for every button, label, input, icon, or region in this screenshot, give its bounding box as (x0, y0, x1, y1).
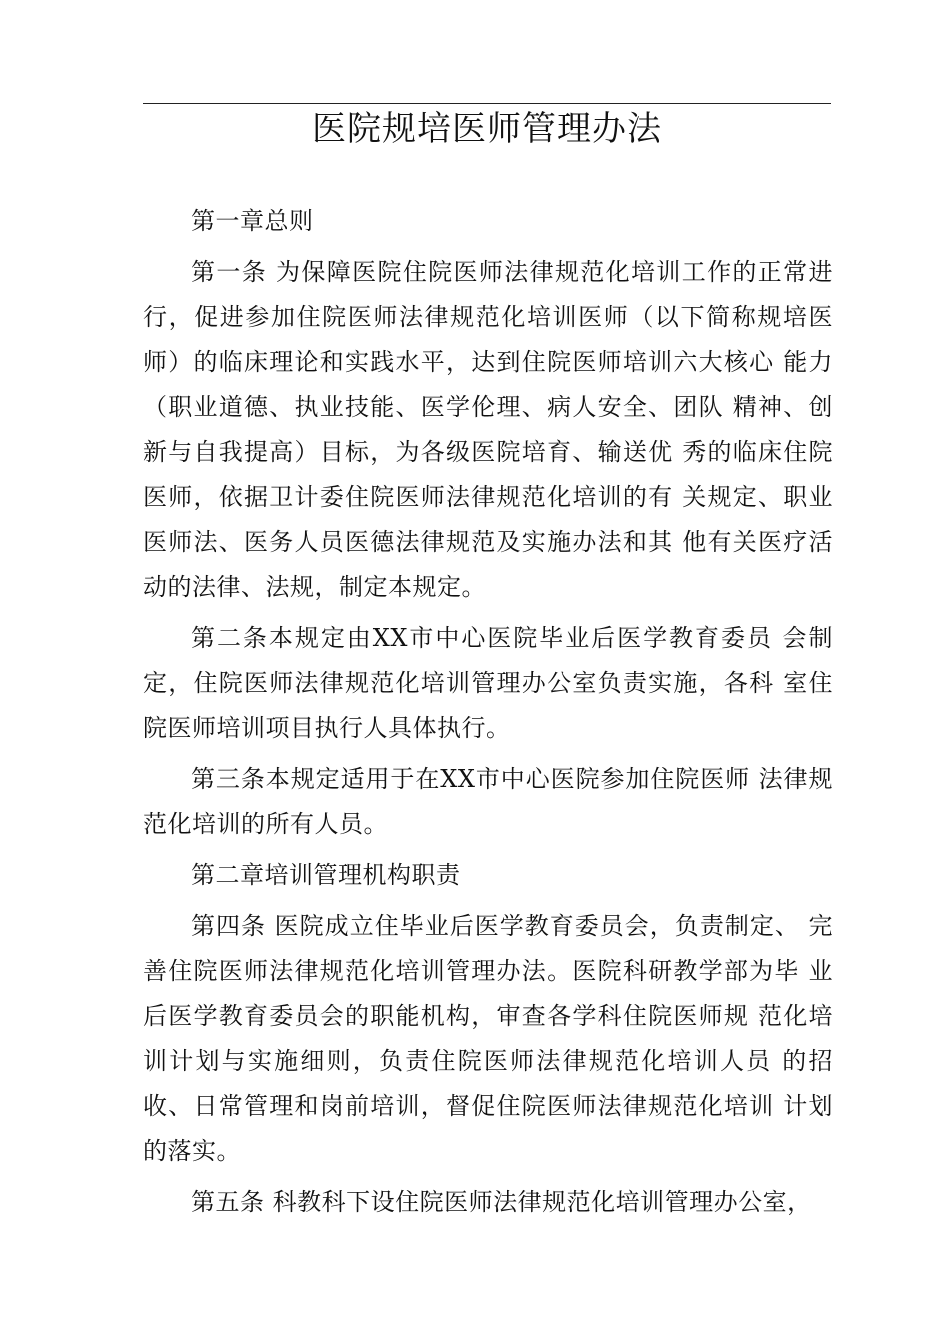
document-body (143, 199, 833, 1231)
article-paragraph: 第三条本规定适用于在XX市中心医院参加住院医师 法律规范化培训的所有人员。 (143, 765, 833, 838)
chapter-heading: 第二章培训管理机构职责 (191, 861, 461, 889)
article-paragraph: 第一条 为保障医院住院医师法律规范化培训工作的正常进行，促进参加住院医师法律规范化培训医师（以下简称规培医师）的临床理论和实践水平，达到住院医师培训六大核心 能力（职业道德、执业技能、医学伦理、病人安全、团队 精神、创新与自我提高）目标，为各级医院培育、输送优 秀的临床住院医师，依据卫计委住院医师法律规范化培训的有 关规定、职业医师法、医务人员医德法律规范及实施办法和其 他有关医疗活动的法律、法规，制定本规定。 (143, 258, 833, 601)
document-title: 医院规培医师管理办法 (312, 109, 662, 149)
article-paragraph: 第二条本规定由XX市中心医院毕业后医学教育委员 会制定，住院医师法律规范化培训管理办公室负责实施，各科 室住院医师培训项目执行人具体执行。 (143, 624, 833, 742)
article-paragraph: 第五条 科教科下设住院医师法律规范化培训管理办公室， (191, 1188, 812, 1216)
top-divider (143, 103, 831, 104)
article-paragraph: 第四条 医院成立住毕业后医学教育委员会，负责制定、 完善住院医师法律规范化培训管理办法。医院科研教学部为毕 业后医学教育委员会的职能机构，审查各学科住院医师规 范化培训计划与实施细则，负责住院医师法律规范化培训人员 的招收、日常管理和岗前培训，督促住院医师法律规范化培训 计划的落实。 (143, 912, 833, 1165)
chapter-heading: 第一章总则 (191, 207, 314, 235)
